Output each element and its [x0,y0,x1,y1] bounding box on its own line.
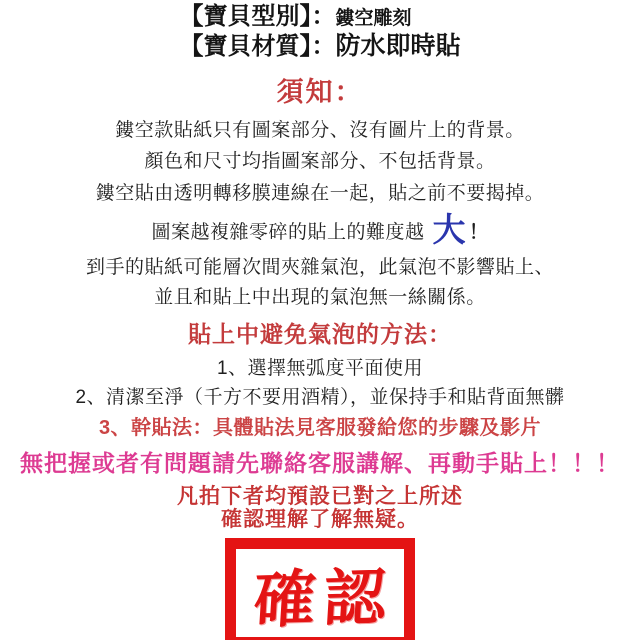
method-item-3: 3、幹貼法：具體貼法見客服發給您的步驟及影片 [98,417,542,439]
method-item-2: 2、清潔至淨（千方不要用酒精），並保持手和貼背面無髒 [75,387,565,408]
agreement-line-2: 確認理解了解無疑。 [221,508,419,531]
attr-type-value: 鏤空雕刻 [335,8,412,29]
attr-row-material [179,33,460,63]
attr-material-label: 【寶貝材質】： [179,33,336,60]
purchase-agreement [0,485,640,531]
attr-material-value: 防水即時貼 [335,32,461,60]
difficulty-prefix: 圖案越複雜零碎的貼上的難度越 [151,222,425,243]
notice-line-2: 顏色和尺寸均指圖案部分、不包括背景。 [144,151,496,172]
method-title: 貼上中避免氣泡的方法： [188,321,452,347]
bubble-line-1: 到手的貼紙可能層次間夾雜氣泡，此氣泡不影響貼上、 [85,257,554,278]
notice-line-3: 鏤空貼由透明轉移膜連線在一起，貼之前不要揭掉。 [95,183,545,204]
attr-row-type [179,3,460,33]
confirm-stamp-text: 確認 [251,562,396,636]
notice-title: 須知： [276,77,364,107]
attr-type-label: 【寶貝型別】： [179,3,336,30]
method-item-1: 1、選擇無弧度平面使用 [216,358,424,379]
notice-line-1: 鏤空款貼紙只有圖案部分、沒有圖片上的背景。 [115,120,525,141]
difficulty-big-char: 大 [432,211,466,248]
contact-warning: 無把握或者有問題請先聯絡客服講解、再動手貼上！！！ [20,450,620,476]
difficulty-exclamation: ！ [469,222,489,243]
product-attributes [179,0,460,63]
difficulty-line [0,212,640,251]
confirm-stamp [225,538,415,640]
agreement-line-1: 凡拍下者均預設已對之上所述 [177,485,463,508]
bubble-line-2: 並且和貼上中出現的氣泡無一絲關係。 [154,287,486,308]
